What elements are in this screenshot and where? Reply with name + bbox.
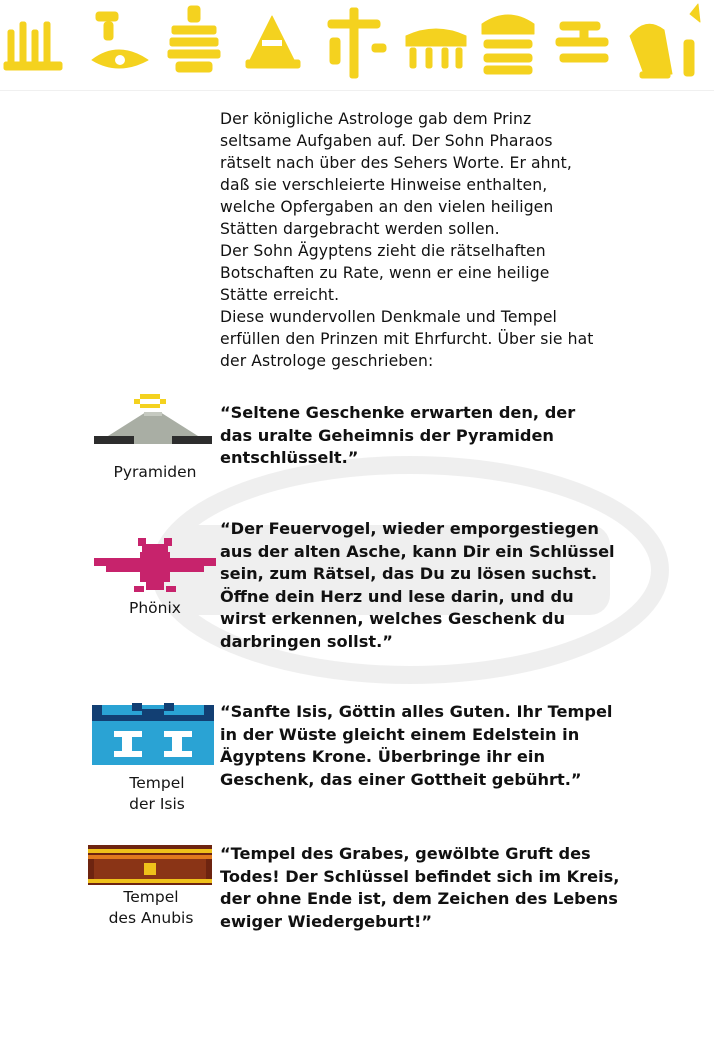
isis-temple-icon bbox=[92, 703, 214, 765]
caption-isis: Tempel der Isis bbox=[129, 774, 185, 813]
reed-glyph-icon bbox=[4, 22, 62, 70]
quote-pyramiden: “Seltene Geschenke erwarten den, der das uralte Geheimnis der Pyramiden entschlüsselt.” bbox=[220, 403, 576, 467]
bird-glyph-icon bbox=[482, 15, 534, 74]
house-glyph-icon bbox=[556, 22, 608, 62]
ankh-glyph-icon bbox=[328, 8, 386, 78]
intro-paragraph-2: Der Sohn Ägyptens zieht die rätselhaften Botschaften zu Rate, wenn er eine heilige Stätte erreicht. bbox=[220, 242, 550, 304]
caption-pyramiden: Pyramiden bbox=[113, 463, 197, 481]
hieroglyph-row bbox=[0, 0, 714, 90]
pyramid-icon bbox=[94, 392, 212, 454]
quote-phoenix: “Der Feuervogel, wieder emporgestiegen aus der alten Asche, kann Dir ein Schlüssel sein, zum Rätsel, das Du zu lösen suchst. Öffne dein Herz und lese darin, und du wirst erkennen, welches Geschenk du darbringen sollst.” bbox=[220, 519, 615, 651]
caption-phoenix: Phönix bbox=[129, 599, 181, 617]
intro-paragraph-1: Der königliche Astrologe gab dem Prinz seltsame Aufgaben auf. Der Sohn Pharaos rätselt nach über des Sehers Worte. Er ahnt, daß sie verschleierte Hinweise enthalten, welche Opfergaben an den vielen heiligen Stätten dargebracht werden sollen. bbox=[220, 110, 572, 238]
owl-glyph-icon bbox=[630, 4, 700, 78]
phoenix-icon bbox=[94, 538, 216, 594]
eye-glyph-icon bbox=[92, 12, 148, 68]
intro-paragraph-3: Diese wundervollen Denkmale und Tempel erfüllen den Prinzen mit Ehrfurcht. Über sie hat der Astrologe geschrieben: bbox=[220, 308, 594, 370]
intro-text bbox=[220, 108, 640, 372]
bread-glyph-icon bbox=[406, 29, 466, 68]
basket-glyph-icon bbox=[168, 6, 220, 72]
anubis-temple-icon bbox=[88, 845, 212, 885]
quote-isis: “Sanfte Isis, Göttin alles Guten. Ihr Tempel in der Wüste gleicht einem Edelstein in Ägyptens Krone. Überbringe ihr ein Geschenk, das einer Gottheit gebührt.” bbox=[220, 702, 613, 789]
hieroglyph-header bbox=[0, 0, 714, 91]
caption-anubis: Tempel des Anubis bbox=[108, 888, 194, 927]
quote-anubis: “Tempel des Grabes, gewölbte Gruft des Todes! Der Schlüssel befindet sich im Kreis, der ohne Ende ist, dem Zeichen des Lebens ewiger Wiedergeburt!” bbox=[220, 844, 620, 931]
hand-glyph-icon bbox=[246, 16, 300, 68]
